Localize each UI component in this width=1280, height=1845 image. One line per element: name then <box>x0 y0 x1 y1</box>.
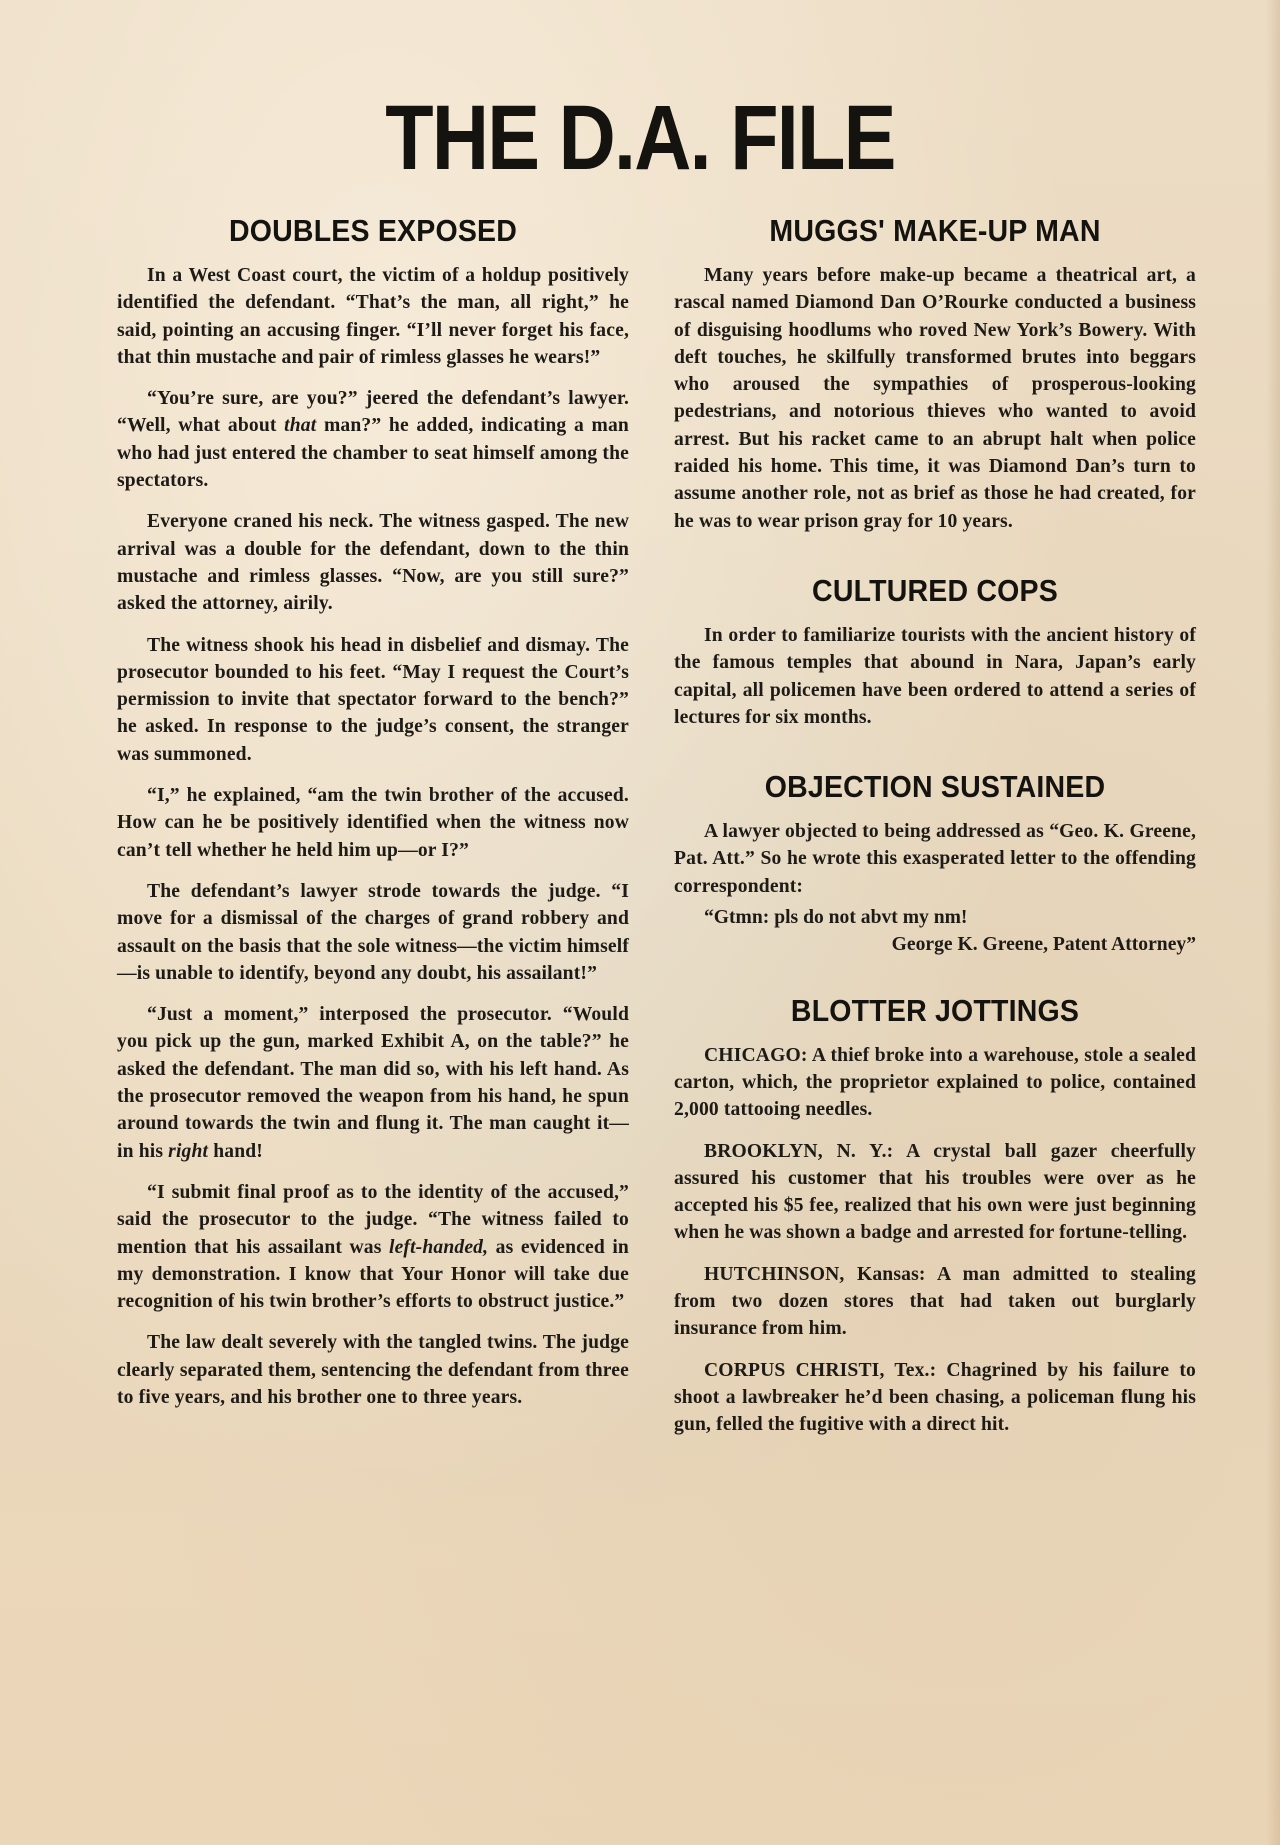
article-muggs-make-up-man <box>674 215 1196 535</box>
page-edge-shadow <box>1266 0 1280 1845</box>
article-cultured-cops <box>674 572 1196 731</box>
section-spacer <box>674 745 1196 771</box>
paragraph-text: “You’re sure, are you?” jeered the defendant’s lawyer. “Well, what about <box>117 388 629 437</box>
paragraph-text: as evidenced in my demonstration. I know that Your Honor will take due recognition of his twin brother’s efforts to obstruct justice.” <box>117 1236 629 1313</box>
jotting-chicago: CHICAGO: A thief broke into a warehouse, stole a sealed carton, which, the proprietor explained to police, contained 2,000 tattooing needles. <box>674 1044 1196 1121</box>
jotting-corpus-christi: CORPUS CHRISTI, Tex.: Chagrined by his failure to shoot a lawbreaker he’d been chasing, a policeman flung his gun, felled the fugitive with a direct hit. <box>674 1359 1196 1436</box>
page-title: THE D.A. FILE <box>385 87 895 189</box>
emphasis-text: that <box>284 415 317 437</box>
article-paragraph: The law dealt severely with the tangled twins. The judge clearly separated them, sentencing the defendant from three to five years, and his brother one to three years. <box>117 1332 629 1408</box>
article-paragraph: The witness shook his head in disbelief and dismay. The prosecutor bounded to his feet. “May I request the Court’s permission to invite that spectator forward to the bench?” he asked. In response to the judge’s consent, the stranger was summoned. <box>117 634 629 765</box>
paragraph-text: man?” he added, indicating a man who had just entered the chamber to seat himself among the spectators. <box>117 415 629 492</box>
article-paragraph: Many years before make-up became a theatrical art, a rascal named Diamond Dan O’Rourke conducted a business of disguising hoodlums who roved New York’s Bowery. With deft touches, he skilfully transformed brutes into beggars who aroused the sympathies of prosperous-looking pedestrians, and notorious thieves who wanted to avoid arrest. But his racket came to an abrupt halt when police raided his home. This time, it was Diamond Dan’s turn to assume another role, not as brief as those he had created, for he was to wear prison gray for 10 years. <box>674 265 1196 532</box>
paragraph-text: “I submit final proof as to the identity of the accused,” said the prosecutor to the judge. “The witness failed to mention that his assailant was <box>117 1181 629 1258</box>
article-objection-sustained <box>674 771 1196 958</box>
paragraph-text: hand! <box>213 1140 263 1162</box>
section-heading-doubles-exposed: DOUBLES EXPOSED <box>228 213 518 248</box>
section-spacer <box>674 549 1196 575</box>
article-paragraph: “I,” he explained, “am the twin brother of the accused. How can he be positively identified when the witness now can’t tell whether he held him up—or I?” <box>117 785 629 861</box>
section-spacer <box>674 973 1196 995</box>
section-heading: MUGGS' MAKE-UP MAN <box>769 213 1101 248</box>
article-paragraph <box>117 1179 629 1315</box>
article-paragraph <box>117 1001 629 1165</box>
article-blotter-jottings <box>674 992 1196 1439</box>
article-paragraph: In order to familiarize tourists with the ancient history of the famous temples that abound in Nara, Japan’s early capital, all policemen have been ordered to attend a series of lectures for six months. <box>674 624 1196 728</box>
emphasis-text: right <box>168 1140 209 1162</box>
article-paragraph: The defendant’s lawyer strode towards the judge. “I move for a dismissal of the charges of grand robbery and assault on the basis that the sole witness—the victim himself—is unable to identify, beyond any doubt, his assailant!” <box>117 880 629 984</box>
paragraph-text: “Just a moment,” interposed the prosecutor. “Would you pick up the gun, marked Exhibit A, on the table?” he asked the defendant. The man did so, with his left hand. As the prosecutor removed the weapon from his hand, he spun around towards the twin and flung it. The man caught it—in his <box>117 1004 629 1162</box>
section-heading: OBJECTION SUSTAINED <box>764 769 1106 805</box>
section-heading: CULTURED COPS <box>812 572 1058 608</box>
letter-quote: “Gtmn: pls do not abvt my nm! <box>704 907 968 929</box>
article-paragraph <box>117 385 629 494</box>
left-column <box>117 215 629 1425</box>
article-paragraph: A lawyer objected to being addressed as “Geo. K. Greene, Pat. Att.” So he wrote this exasperated letter to the offending correspondent: <box>674 821 1196 897</box>
article-paragraph: In a West Coast court, the victim of a holdup positively identified the defendant. “That’s the man, all right,” he said, pointing an accusing finger. “I’ll never forget his face, that thin mustache and pair of rimless glasses he wears!” <box>117 265 629 368</box>
right-column <box>674 215 1196 1453</box>
article-paragraph: Everyone craned his neck. The witness gasped. The new arrival was a double for the defendant, down to the thin mustache and rimless glasses. “Now, are you still sure?” asked the attorney, airily. <box>117 511 629 615</box>
jotting-hutchinson: HUTCHINSON, Kansas: A man admitted to stealing from two dozen stores that had taken out burglarly insurance from him. <box>674 1263 1196 1340</box>
section-heading: BLOTTER JOTTINGS <box>790 992 1080 1028</box>
jotting-brooklyn: BROOKLYN, N. Y.: A crystal ball gazer cheerfully assured his customer that his troubles were over as he accepted his $5 fee, realized that his own were just beginning when he was shown a badge and arrested for fortune-telling. <box>674 1140 1196 1244</box>
letter-signature: George K. Greene, Patent Attorney” <box>891 934 1196 956</box>
emphasis-text: left-handed, <box>388 1236 489 1258</box>
